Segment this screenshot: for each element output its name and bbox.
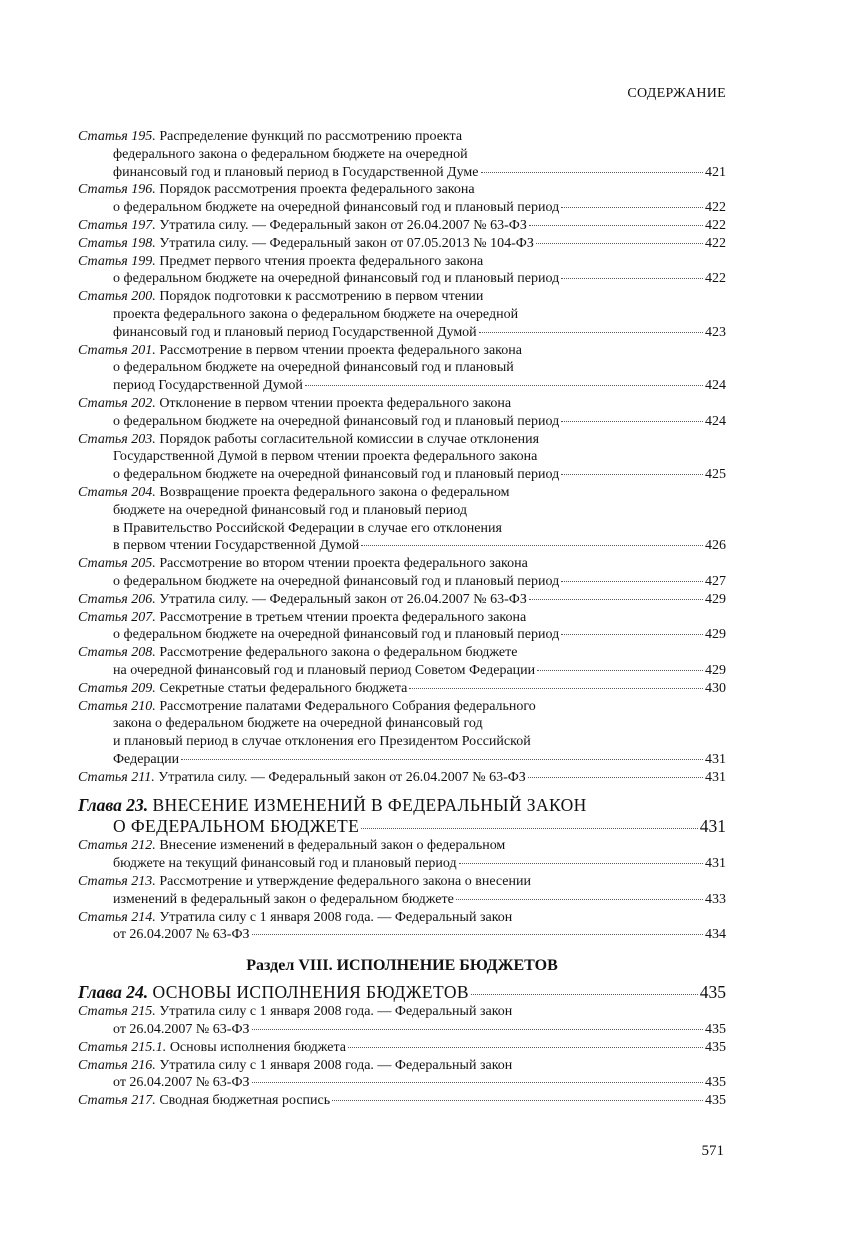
dot-leader (536, 242, 703, 244)
entry-line (78, 520, 726, 538)
entry-label: Статья 217. (78, 1093, 156, 1109)
entry-title: в Правительство Российской Федерации в случае его отклонения (113, 520, 502, 536)
article-entry (78, 609, 726, 645)
entry-title: на очередной финансовый год и плановый период Советом Федерации (113, 662, 536, 678)
article-entry (78, 680, 726, 698)
entry-label: Статья 200. (78, 289, 156, 305)
article-entry (78, 128, 726, 181)
entry-line (78, 128, 726, 146)
entry-page-number: 429 (705, 591, 726, 607)
entry-line (78, 1021, 726, 1039)
entry-line (78, 715, 726, 733)
running-head: СОДЕРЖАНИЕ (627, 86, 726, 101)
entry-title: ОСНОВЫ ИСПОЛНЕНИЯ БЮДЖЕТОВ (152, 982, 469, 1003)
entry-label: Статья 212. (78, 838, 156, 854)
entry-page-number: 424 (705, 378, 726, 394)
entry-page-number: 434 (705, 927, 726, 943)
entry-line (78, 1092, 726, 1110)
entry-page-number: 435 (699, 982, 726, 1003)
entry-page-number: 422 (705, 200, 726, 216)
article-entry (78, 837, 726, 873)
entry-title: Распределение функций по рассмотрению проекта (159, 129, 463, 144)
entry-label: Статья 215.1. (78, 1039, 167, 1055)
dot-leader (561, 580, 703, 582)
toc-part-2 (78, 837, 726, 944)
entry-line (78, 359, 726, 377)
entry-line (78, 816, 726, 837)
entry-line (78, 855, 726, 873)
entry-line (78, 448, 726, 466)
entry-title: Утратила силу. — Федеральный закон от 26.04.2007 № 63-ФЗ (158, 769, 526, 785)
entry-line (78, 270, 726, 288)
entry-title: закона о федеральном бюджете на очередной финансовый год (113, 716, 483, 732)
entry-title: бюджете на очередной финансовый год и плановый период (113, 502, 467, 518)
entry-title: о федеральном бюджете на очередной финансовый год и плановый период (113, 573, 560, 589)
entry-line (78, 466, 726, 484)
article-entry (78, 1057, 726, 1093)
dot-leader (561, 206, 703, 208)
dot-leader (181, 758, 703, 760)
entry-page-number: 435 (705, 1039, 726, 1055)
entry-page-number: 422 (705, 271, 726, 287)
dot-leader (361, 544, 703, 546)
entry-title: Утратила силу с 1 января 2008 года. — Федеральный закон (159, 1004, 513, 1020)
entry-page-number: 431 (705, 751, 726, 767)
entry-title: Отклонение в первом чтении проекта федерального закона (159, 395, 512, 411)
entry-line (78, 644, 726, 662)
entry-page-number: 431 (705, 856, 726, 872)
entry-title: Сводная бюджетная роспись (159, 1093, 331, 1109)
entry-title: Рассмотрение палатами Федерального Собрания федерального (159, 698, 536, 714)
toc-part-3 (78, 1003, 726, 1110)
entry-title: от 26.04.2007 № 63-ФЗ (113, 1075, 250, 1091)
entry-line (78, 680, 726, 698)
entry-title: федерального закона о федеральном бюджете на очередной (113, 146, 468, 162)
entry-label: Статья 205. (78, 556, 156, 572)
entry-title: финансовый год и плановый период Государственной Думой (113, 324, 477, 340)
entry-line (78, 395, 726, 413)
entry-label: Статья 209. (78, 680, 156, 696)
entry-title: Государственной Думой в первом чтении проекта федерального закона (113, 449, 538, 465)
entry-title: от 26.04.2007 № 63-ФЗ (113, 1022, 250, 1038)
article-entry (78, 873, 726, 909)
entry-line (78, 431, 726, 449)
entry-page-number: 421 (705, 164, 726, 180)
entry-line (78, 873, 726, 891)
dot-leader (252, 1028, 703, 1030)
entry-line (78, 698, 726, 716)
chapter-24-entry (78, 982, 726, 1003)
entry-title: изменений в федеральный закон о федеральном бюджете (113, 891, 454, 907)
entry-title: проекта федерального закона о федеральном бюджете на очередной (113, 306, 519, 322)
article-entry (78, 235, 726, 253)
entry-line (78, 484, 726, 502)
dot-leader (561, 633, 703, 635)
entry-title: Утратила силу с 1 января 2008 года. — Федеральный закон (159, 909, 513, 925)
article-entry (78, 1092, 726, 1110)
entry-title: Рассмотрение и утверждение федерального закона о внесении (159, 874, 531, 890)
article-entry (78, 431, 726, 484)
entry-page-number: 433 (705, 891, 726, 907)
entry-title: от 26.04.2007 № 63-ФЗ (113, 927, 250, 943)
entry-line (78, 1003, 726, 1021)
entry-title: Рассмотрение во втором чтении проекта федерального закона (159, 556, 528, 572)
dot-leader (529, 224, 703, 226)
entry-title: о федеральном бюджете на очередной финансовый год и плановый период (113, 200, 560, 216)
entry-title: Утратила силу с 1 января 2008 года. — Федеральный закон (159, 1057, 513, 1073)
entry-line (78, 1039, 726, 1057)
entry-title: Утратила силу. — Федеральный закон от 26.04.2007 № 63-ФЗ (159, 217, 527, 233)
article-entry (78, 644, 726, 680)
entry-line (78, 146, 726, 164)
entry-page-number: 431 (699, 816, 726, 837)
entry-title: Секретные статьи федерального бюджета (159, 680, 408, 696)
entry-label: Статья 202. (78, 395, 156, 411)
entry-label: Статья 201. (78, 342, 156, 358)
entry-title: и плановый период в случае отклонения его Президентом Российской (113, 734, 531, 750)
dot-leader (456, 898, 703, 900)
dot-leader (561, 277, 703, 279)
dot-leader (561, 473, 703, 475)
article-entry (78, 1039, 726, 1057)
article-entry (78, 342, 726, 395)
entry-label: Статья 197. (78, 217, 156, 233)
entry-line (78, 164, 726, 182)
entry-title: Утратила силу. — Федеральный закон от 07.05.2013 № 104-ФЗ (159, 235, 534, 251)
dot-leader (537, 669, 703, 671)
article-entry (78, 909, 726, 945)
entry-label: Статья 207. (78, 609, 156, 625)
entry-label: Глава 24. (78, 982, 149, 1003)
article-entry (78, 484, 726, 555)
entry-label: Статья 198. (78, 235, 156, 251)
entry-label: Глава 23. (78, 795, 149, 816)
entry-title: о федеральном бюджете на очередной финансовый год и плановый период (113, 467, 560, 483)
entry-line (78, 926, 726, 944)
dot-leader (529, 598, 703, 600)
entry-page-number: 423 (705, 324, 726, 340)
entry-title: Основы исполнения бюджета (169, 1039, 346, 1055)
entry-line (78, 1057, 726, 1075)
entry-label: Статья 214. (78, 909, 156, 925)
entry-line (78, 662, 726, 680)
section-heading: Раздел VIII. ИСПОЛНЕНИЕ БЮДЖЕТОВ (246, 957, 558, 975)
entry-line (78, 555, 726, 573)
entry-line (78, 982, 726, 1003)
entry-title: Внесение изменений в федеральный закон о федеральном (159, 838, 506, 854)
entry-page-number: 422 (705, 235, 726, 251)
entry-label: Статья 195. (78, 129, 156, 144)
entry-line (78, 288, 726, 306)
entry-line (78, 253, 726, 271)
dot-leader (409, 687, 703, 689)
entry-line (78, 1074, 726, 1092)
entry-line (78, 733, 726, 751)
page-number: 571 (701, 1143, 724, 1159)
entry-label: Статья 210. (78, 698, 156, 714)
entry-line (78, 795, 726, 816)
entry-title: Рассмотрение в первом чтении проекта федерального закона (159, 342, 522, 358)
dot-leader (332, 1099, 703, 1101)
chapter-entry (78, 795, 726, 837)
dot-leader (361, 827, 698, 829)
entry-label: Статья 206. (78, 591, 156, 607)
entry-label: Статья 208. (78, 645, 156, 661)
article-entry (78, 1003, 726, 1039)
entry-line (78, 609, 726, 627)
entry-title: Предмет первого чтения проекта федерального закона (159, 253, 484, 269)
entry-page-number: 431 (705, 769, 726, 785)
entry-title: ВНЕСЕНИЕ ИЗМЕНЕНИЙ В ФЕДЕРАЛЬНЫЙ ЗАКОН (152, 795, 587, 816)
entry-title: Рассмотрение в третьем чтении проекта федерального закона (159, 609, 527, 625)
article-entry (78, 591, 726, 609)
entry-title: Порядок подготовки к рассмотрению в первом чтении (159, 289, 484, 305)
entry-line (78, 751, 726, 769)
dot-leader (252, 1081, 703, 1083)
article-entry (78, 555, 726, 591)
dot-leader (481, 171, 704, 173)
entry-title: период Государственной Думой (113, 378, 303, 394)
dot-leader (561, 420, 703, 422)
dot-leader (479, 331, 703, 333)
entry-line (78, 891, 726, 909)
entry-label: Статья 203. (78, 431, 156, 447)
entry-page-number: 426 (705, 538, 726, 554)
entry-line (78, 502, 726, 520)
entry-line (78, 235, 726, 253)
entry-line (78, 413, 726, 431)
entry-page-number: 435 (705, 1093, 726, 1109)
entry-line (78, 837, 726, 855)
article-entry (78, 253, 726, 289)
entry-title: бюджете на текущий финансовый год и плановый период (113, 856, 457, 872)
article-entry (78, 698, 726, 769)
entry-title: о федеральном бюджете на очередной финансовый год и плановый (113, 360, 514, 376)
entry-line (78, 342, 726, 360)
entry-title: О ФЕДЕРАЛЬНОМ БЮДЖЕТЕ (113, 816, 360, 837)
article-entry (78, 181, 726, 217)
dot-leader (252, 933, 703, 935)
entry-title: Порядок работы согласительной комиссии в случае отклонения (159, 431, 540, 447)
entry-page-number: 427 (705, 573, 726, 589)
entry-line (78, 199, 726, 217)
entry-page-number: 435 (705, 1075, 726, 1091)
article-entry (78, 288, 726, 341)
entry-line (78, 537, 726, 555)
entry-line (78, 181, 726, 199)
entry-line (78, 909, 726, 927)
entry-page-number: 424 (705, 413, 726, 429)
entry-page-number: 430 (705, 680, 726, 696)
entry-title: о федеральном бюджете на очередной финансовый год и плановый период (113, 627, 560, 643)
toc-part-1 (78, 128, 726, 786)
entry-title: о федеральном бюджете на очередной финансовый год и плановый период (113, 413, 560, 429)
article-entry (78, 217, 726, 235)
entry-label: Статья 213. (78, 874, 156, 890)
dot-leader (305, 384, 703, 386)
entry-line (78, 626, 726, 644)
entry-line (78, 377, 726, 395)
entry-page-number: 422 (705, 217, 726, 233)
entry-line (78, 324, 726, 342)
entry-title: Возвращение проекта федерального закона о федеральном (159, 484, 510, 500)
entry-label: Статья 211. (78, 769, 155, 785)
article-entry (78, 395, 726, 431)
entry-line (78, 217, 726, 235)
dot-leader (471, 993, 698, 995)
article-entry (78, 769, 726, 787)
entry-line (78, 591, 726, 609)
entry-title: Федерации (113, 751, 180, 767)
entry-label: Статья 196. (78, 182, 156, 198)
entry-label: Статья 199. (78, 253, 156, 269)
entry-label: Статья 204. (78, 484, 156, 500)
dot-leader (528, 776, 703, 778)
dot-leader (348, 1046, 703, 1048)
entry-line (78, 573, 726, 591)
entry-title: Утратила силу. — Федеральный закон от 26.04.2007 № 63-ФЗ (159, 591, 527, 607)
entry-line (78, 306, 726, 324)
entry-title: о федеральном бюджете на очередной финансовый год и плановый период (113, 271, 560, 287)
entry-page-number: 435 (705, 1022, 726, 1038)
entry-page-number: 425 (705, 467, 726, 483)
entry-label: Статья 215. (78, 1004, 156, 1020)
chapter-23-entry (78, 795, 726, 837)
chapter-entry (78, 982, 726, 1003)
entry-title: Порядок рассмотрения проекта федерального закона (159, 182, 475, 198)
entry-title: в первом чтении Государственной Думой (113, 538, 360, 554)
entry-page-number: 429 (705, 662, 726, 678)
table-of-contents (78, 128, 726, 1110)
entry-title: Рассмотрение федерального закона о федеральном бюджете (159, 645, 518, 661)
entry-label: Статья 216. (78, 1057, 156, 1073)
entry-title: финансовый год и плановый период в Государственной Думе (113, 164, 479, 180)
entry-line (78, 769, 726, 787)
entry-page-number: 429 (705, 627, 726, 643)
dot-leader (459, 862, 703, 864)
